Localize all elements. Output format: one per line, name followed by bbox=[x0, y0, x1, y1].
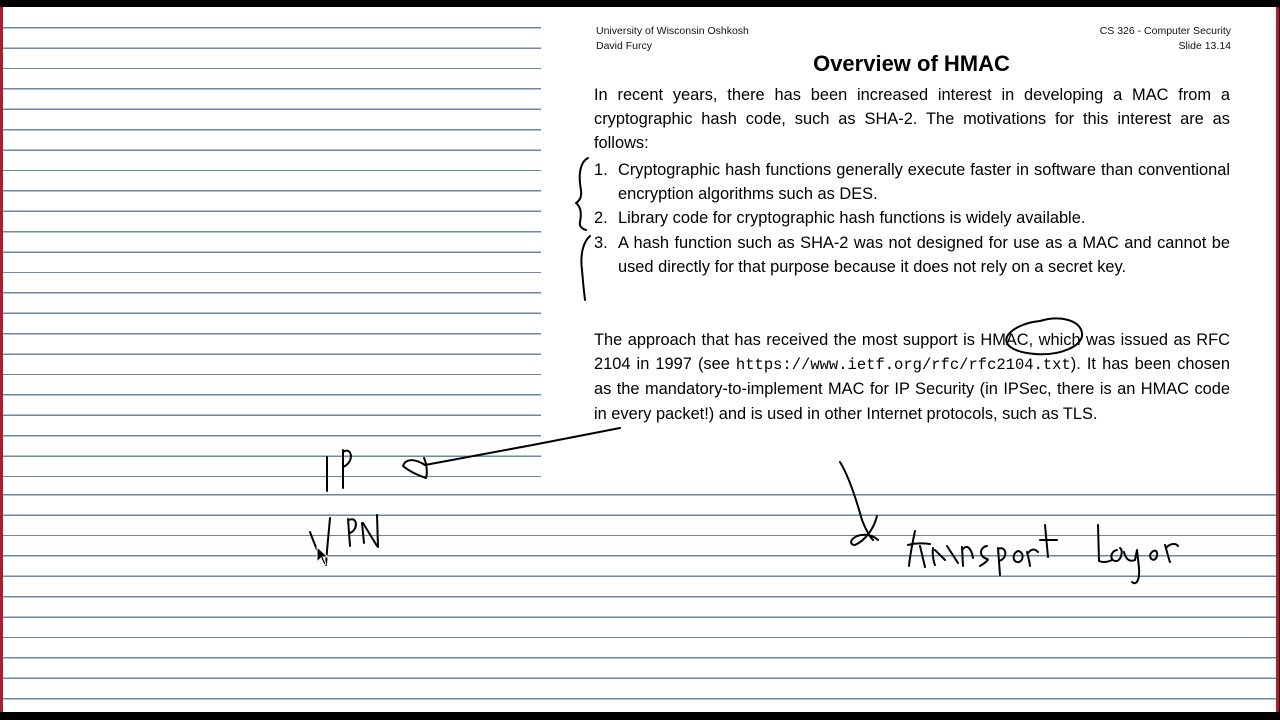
slide-header-left bbox=[596, 24, 749, 54]
list-item: 2. Library code for cryptographic hash functions is widely available. bbox=[594, 209, 1086, 228]
slide-number: Slide 13.14 bbox=[1178, 40, 1231, 52]
ruled-lines-left bbox=[3, 7, 541, 482]
notebook-page bbox=[0, 7, 1279, 712]
list-item: 1. Cryptographic hash functions generally execute faster in software than conventional encryption algorithms such as DES. bbox=[594, 161, 1230, 204]
rfc-link[interactable]: https://www.ietf.org/rfc/rfc2104.txt bbox=[735, 356, 1071, 375]
motivation-list bbox=[594, 158, 1230, 279]
course: CS 326 - Computer Security bbox=[1099, 25, 1231, 37]
slide-header-right bbox=[1100, 24, 1231, 54]
hmac-paragraph: The approach that has received the most support is HMAC, which was issued as RFC 2104 in 1997 (see https://www.ietf.org/rfc/rfc2104.txt). It has been chosen as the mandatory-to-implement MAC for IP Security (in IPSec, there is an HMAC code in every packet!) and is used in other Internet protocols, such as TLS. bbox=[594, 331, 1230, 423]
ruled-lines-bottom bbox=[3, 477, 1276, 712]
intro-paragraph: In recent years, there has been increased interest in developing a MAC from a cryptographic hash code, such as SHA-2. The motivations for this interest are as follows: bbox=[594, 86, 1230, 153]
list-item: 3. A hash function such as SHA-2 was not designed for use as a MAC and cannot be used directly for that purpose because it does not rely on a secret key. bbox=[594, 233, 1230, 276]
institution: University of Wisconsin Oshkosh bbox=[596, 25, 749, 37]
slide-title: Overview of HMAC bbox=[813, 51, 1010, 76]
author: David Furcy bbox=[596, 40, 653, 52]
slide bbox=[544, 7, 1279, 477]
mouse-cursor-icon bbox=[316, 546, 330, 571]
